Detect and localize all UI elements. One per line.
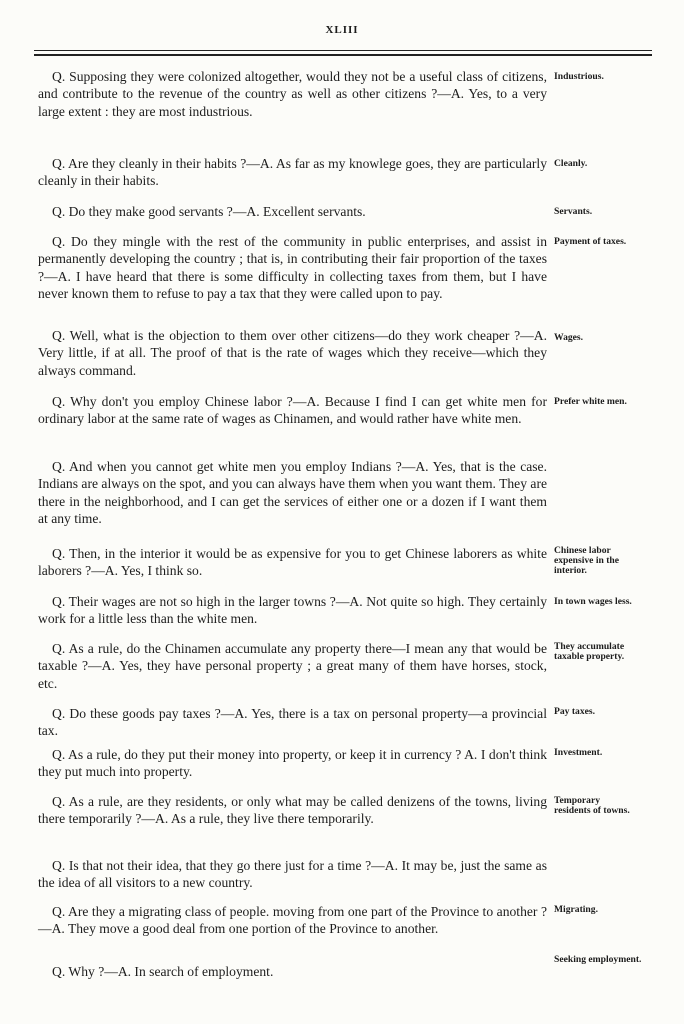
margin-note: Migrating.: [554, 904, 598, 915]
qa-text: Q. Is that not their idea, that they go there just for a time ?—A. It may be, just the same as the idea of all visitors to a new country.: [38, 858, 547, 891]
margin-note: Wages.: [554, 332, 584, 343]
qa-text: Q. Why don't you employ Chinese labor ?—A. Because I find I can get white men for ordinary labor at the same rate of wages as Chinamen, and would rather have white men.: [38, 394, 547, 427]
qa-text: Q. Well, what is the objection to them over other citizens—do they work cheaper ?—A. Very little, if at all. The proof of that is the rate of wages which they receive—which they always command.: [38, 328, 547, 378]
qa-text: Q. Do they mingle with the rest of the community in public enterprises, and assist in permanently developing the country ; that is, in contributing their fair proportion of the taxes ?—A. I have heard that there is some difficulty in collecting taxes from them, but I have never known them to refuse to pay a tax that they were called upon to pay.: [38, 234, 547, 301]
margin-note: Payment of taxes.: [554, 236, 627, 247]
qa-text: Q. Then, in the interior it would be as expensive for you to get Chinese laborers as white laborers ?—A. Yes, I think so.: [38, 546, 547, 579]
margin-note: In town wages less.: [554, 596, 632, 607]
qa-text: Q. As a rule, do they put their money into property, or keep it in currency ? A. I don't think they put much into property.: [38, 747, 547, 780]
margin-note: Chinese labor expensive in the interior.: [554, 545, 620, 577]
header-rule-thick: [34, 54, 652, 56]
margin-note: Cleanly.: [554, 158, 588, 169]
qa-text: Q. Do they make good servants ?—A. Excellent servants.: [52, 204, 366, 219]
page-number: XLIII: [325, 24, 359, 36]
qa-text: Q. As a rule, do the Chinamen accumulate any property there—I mean any that would be taxable ?—A. Yes, they have personal property ; a great many of them have horses, stock, etc.: [38, 641, 547, 691]
qa-text: Q. Their wages are not so high in the larger towns ?—A. Not quite so high. They certainly work for a little less than the white men.: [38, 594, 547, 627]
qa-text: Q. And when you cannot get white men you employ Indians ?—A. Yes, that is the case. Indians are always on the spot, and you can always have them when you want them. They are there in the neighborhood, and I can get the services of either one or a dozen if I want them at any time.: [38, 459, 547, 526]
margin-note: Temporary residents of towns.: [554, 795, 630, 817]
margin-note: They accumulate taxable property.: [554, 641, 625, 663]
margin-note: Investment.: [554, 747, 603, 758]
qa-text: Q. Do these goods pay taxes ?—A. Yes, there is a tax on personal property—a provincial tax.: [38, 706, 547, 739]
qa-text: Q. Supposing they were colonized altogether, would they not be a useful class of citizens, and contribute to the revenue of the country as well as other citizens ?—A. Yes, to a very large extent : they are most industrious.: [38, 69, 547, 119]
margin-note: Prefer white men.: [554, 396, 627, 407]
qa-text: Q. Are they a migrating class of people. moving from one part of the Province to another ?—A. They move a good deal from one portion of the Province to another.: [38, 904, 547, 937]
margin-note: Seeking employment.: [554, 954, 642, 965]
qa-text: Q. Are they cleanly in their habits ?—A. As far as my knowlege goes, they are particularly cleanly in their habits.: [38, 156, 547, 189]
header-rule-thin: [34, 50, 652, 51]
margin-note: Pay taxes.: [554, 706, 596, 717]
qa-text: Q. As a rule, are they residents, or only what may be called denizens of the towns, living there temporarily ?—A. As a rule, they live there temporarily.: [38, 794, 547, 827]
qa-text: Q. Why ?—A. In search of employment.: [52, 964, 274, 979]
margin-note: Servants.: [554, 206, 593, 217]
margin-note: Industrious.: [554, 71, 604, 82]
